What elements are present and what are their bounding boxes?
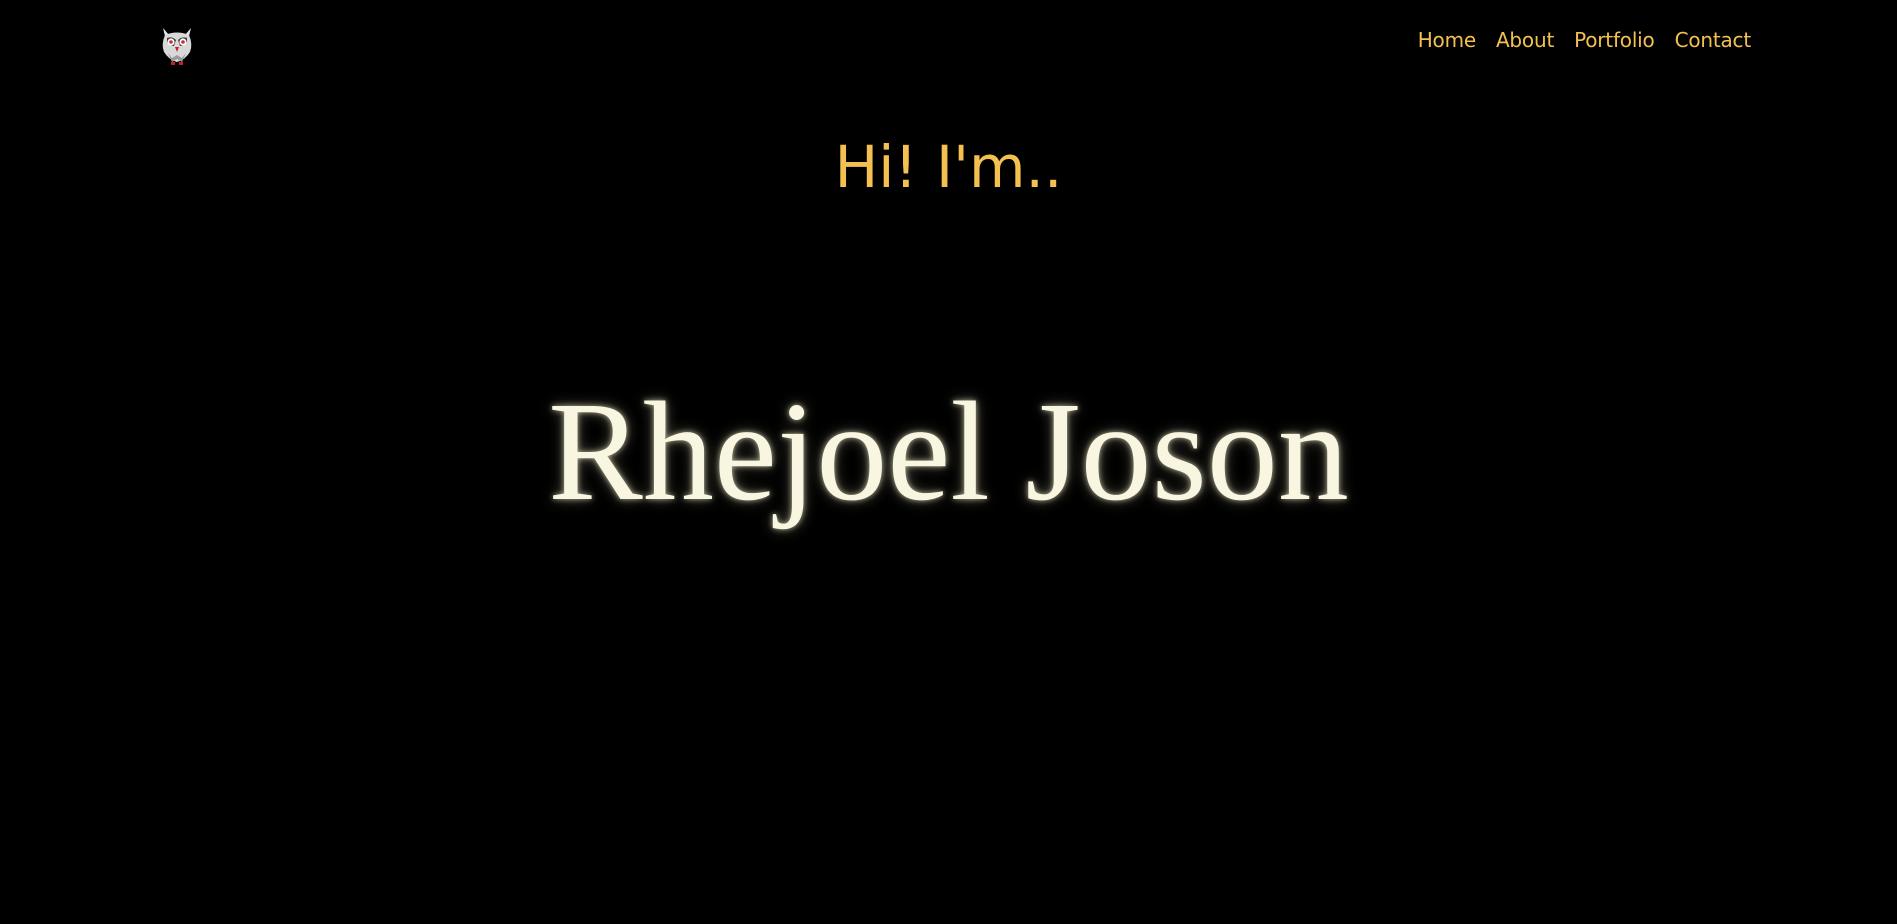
hero-greeting: Hi! I'm.. <box>834 133 1063 201</box>
nav-portfolio-link[interactable]: Portfolio <box>1574 28 1655 52</box>
nav-contact-link[interactable]: Contact <box>1674 28 1751 52</box>
hero-name: Rhejoel Joson <box>548 372 1349 530</box>
nav-about-link[interactable]: About <box>1495 28 1555 52</box>
main-nav <box>1418 30 1751 50</box>
nav-home-link[interactable]: Home <box>1417 28 1476 52</box>
site-header <box>0 0 1897 92</box>
owl-logo-svg <box>157 24 197 66</box>
owl-logo-icon[interactable] <box>157 24 197 66</box>
